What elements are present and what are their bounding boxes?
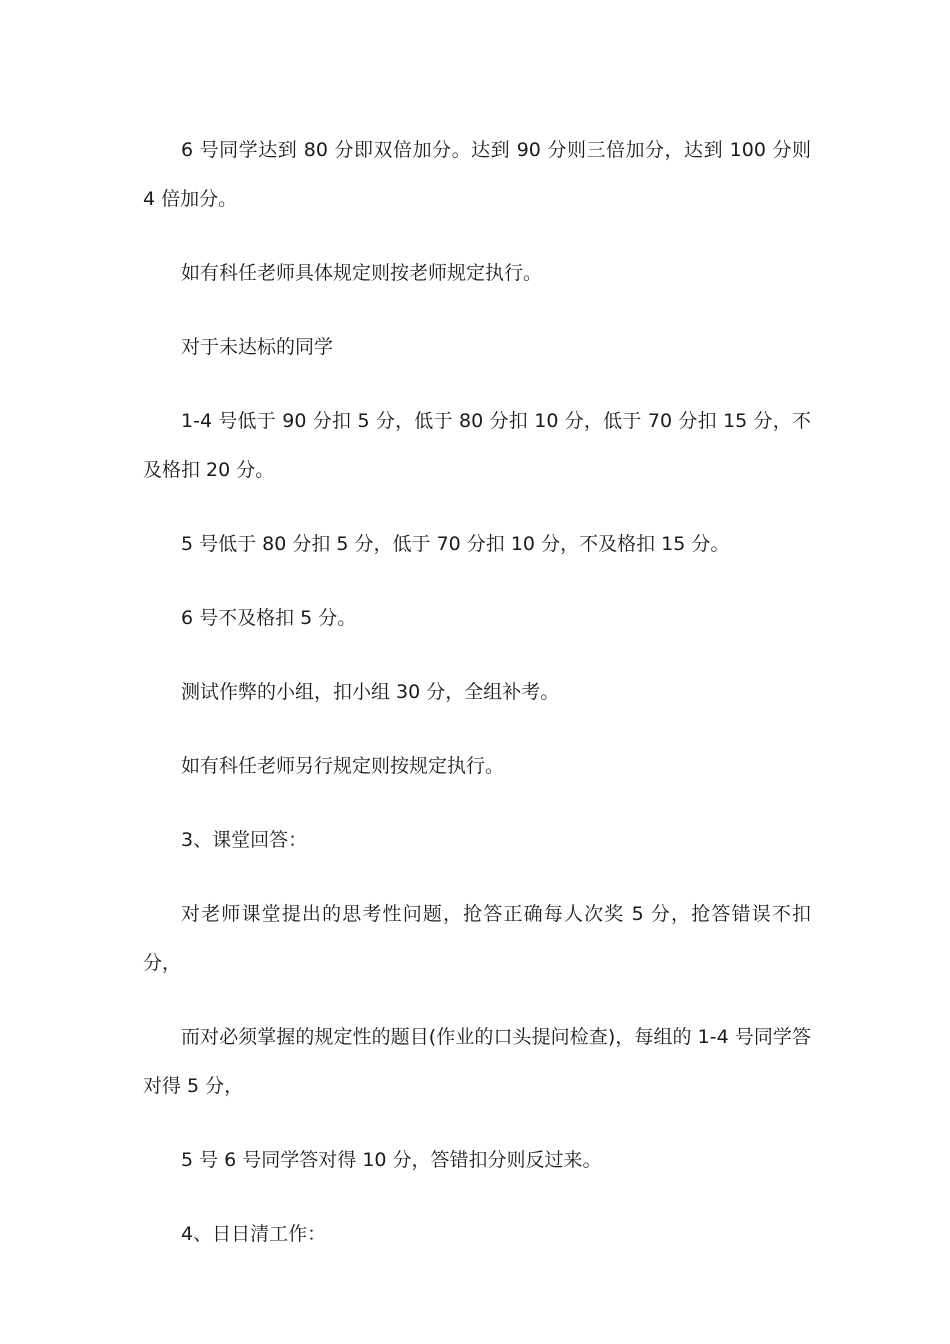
paragraph-unqualified-heading: 对于未达标的同学 <box>181 336 334 358</box>
section-heading-daily: 4、日日清工作： <box>181 1223 327 1245</box>
paragraph-cheating: 测试作弊的小组，扣小组 30 分，全组补考。 <box>181 681 560 703</box>
document-body <box>143 126 811 1284</box>
paragraph-thinking-questions: 对老师课堂提出的思考性问题，抢答正确每人次奖 5 分，抢答错误不扣分， <box>143 903 811 974</box>
paragraph-deduct-5: 5 号低于 80 分扣 5 分，低于 70 分扣 10 分，不及格扣 15 分。 <box>181 533 730 555</box>
paragraph-required-questions: 而对必须掌握的规定性的题目(作业的口头提问检查)，每组的 1-4 号同学答对得 5 分， <box>143 1026 811 1097</box>
paragraph-teacher-rule: 如有科任老师具体规定则按老师规定执行。 <box>181 262 543 284</box>
paragraph-other-rule: 如有科任老师另行规定则按规定执行。 <box>181 755 505 777</box>
section-heading-classroom: 3、课堂回答： <box>181 829 308 851</box>
paragraph-deduct-1-4: 1-4 号低于 90 分扣 5 分，低于 80 分扣 10 分，低于 70 分扣 15 分，不及格扣 20 分。 <box>143 410 811 481</box>
paragraph-5-6-answer: 5 号 6 号同学答对得 10 分，答错扣分则反过来。 <box>181 1149 602 1171</box>
paragraph-deduct-6: 6 号不及格扣 5 分。 <box>181 607 357 629</box>
paragraph-bonus-6: 6 号同学达到 80 分即双倍加分。达到 90 分则三倍加分，达到 100 分则 4 倍加分。 <box>143 139 811 210</box>
